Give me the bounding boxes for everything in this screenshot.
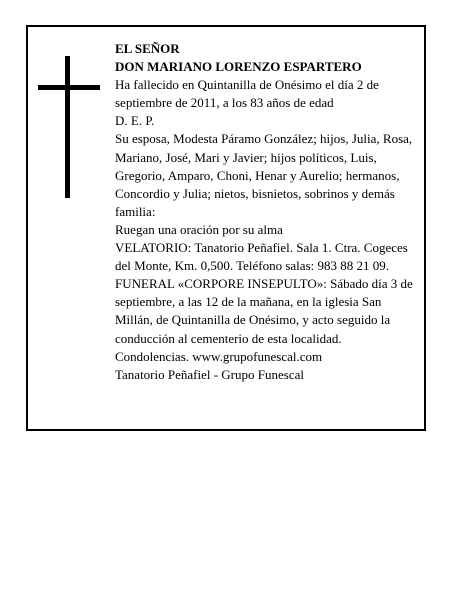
death-announcement: Ha fallecido en Quintanilla de Onésimo el día 2 de septiembre de 2011, a los 83 años de edad [115, 77, 379, 111]
cross-vertical-bar [65, 56, 70, 198]
cross-icon [38, 56, 100, 198]
family-list: Su esposa, Modesta Páramo González; hijos, Julia, Rosa, Mariano, José, Mari y Javier; hijos políticos, Luis, Gregorio, Amparo, Choni, Henar y Aurelio; hermanos, Concordio y Julia; nietos, bisnietos, sobrinos y demás familia: [115, 131, 413, 219]
prayer-request: Ruegan una oración por su alma [115, 221, 283, 237]
deceased-name: DON MARIANO LORENZO ESPARTERO [115, 59, 362, 75]
notice-title: EL SEÑOR [115, 41, 180, 56]
rip-line: D. E. P. [115, 113, 155, 129]
wake-info: VELATORIO: Tanatorio Peñafiel. Sala 1. Ctra. Cogeces del Monte, Km. 0,500. Teléfono salas: 983 88 21 09. [115, 240, 408, 274]
funeral-info: FUNERAL «CORPORE INSEPULTO»: Sábado día 3 de septiembre, a las 12 de la mañana, en la iglesia San Millán, de Quintanilla de Onésimo, y acto seguido la conducción al cementerio de esta localidad. [115, 276, 413, 346]
obituary-notice [26, 25, 426, 431]
cross-horizontal-bar [38, 85, 100, 90]
condolences-link: Condolencias. www.grupofunescal.com [115, 348, 323, 364]
notice-body [115, 40, 420, 384]
funeral-home-signature: Tanatorio Peñafiel - Grupo Funescal [115, 366, 304, 382]
